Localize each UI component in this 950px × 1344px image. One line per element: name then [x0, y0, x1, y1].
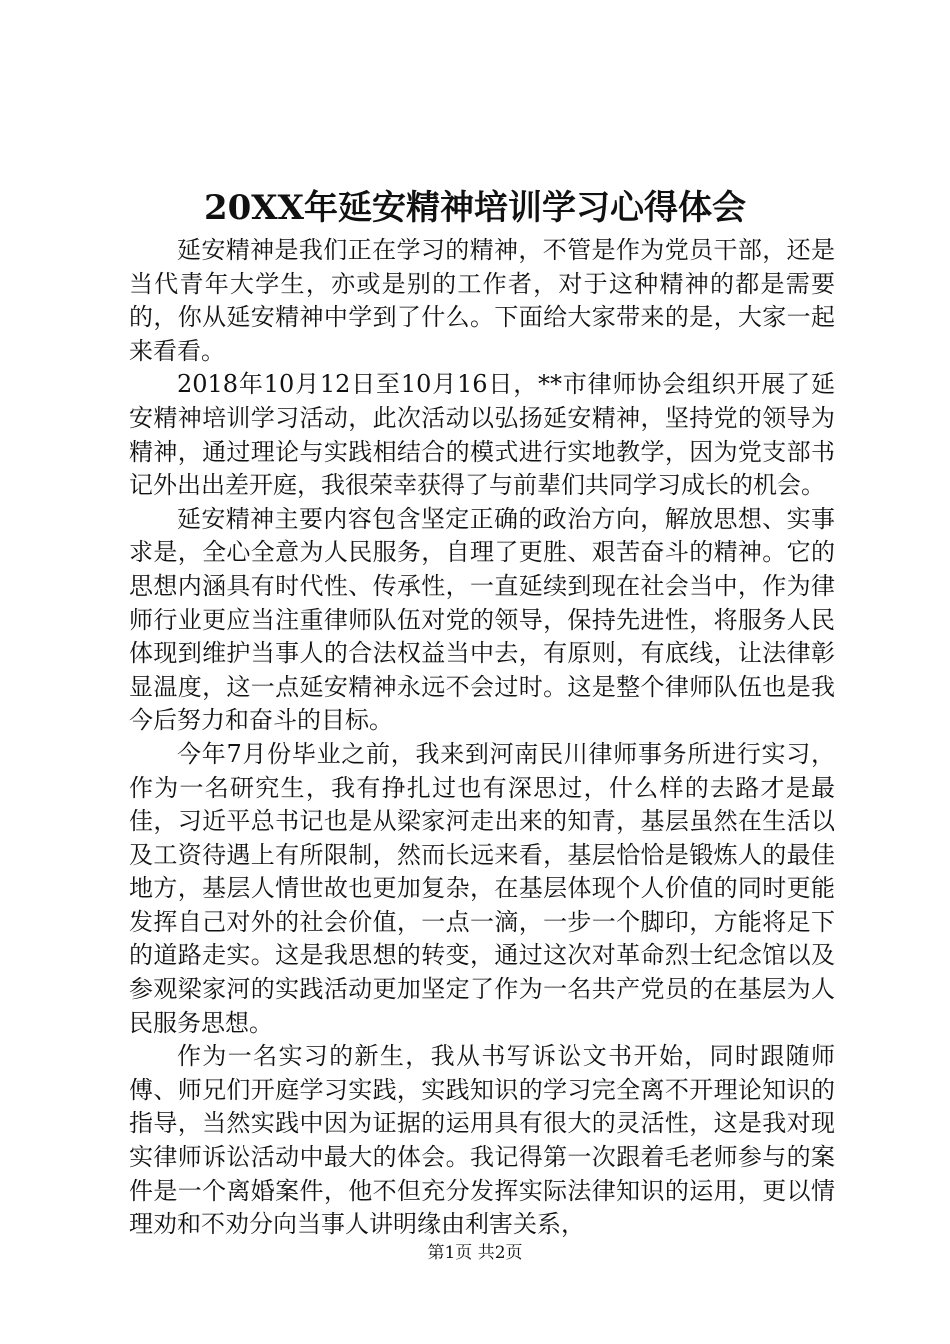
- paragraph: 今年7月份毕业之前，我来到河南民川律师事务所进行实习，作为一名研究生，我有挣扎过也有深思过，什么样的去路才是最佳，习近平总书记也是从梁家河走出来的知青，基层虽然在生活以及工资待遇上有所限制，然而长远来看，基层恰恰是锻炼人的最佳地方，基层人情世故也更加复杂，在基层体现个人价值的同时更能发挥自己对外的社会价值，一点一滴，一步一个脚印，方能将足下的道路走实。这是我思想的转变，通过这次对革命烈士纪念馆以及参观梁家河的实践活动更加坚定了作为一名共产党员的在基层为人民服务思想。: [129, 739, 835, 1037]
- document-body: [129, 234, 835, 1242]
- paragraph: 作为一名实习的新生，我从书写诉讼文书开始，同时跟随师傅、师兄们开庭学习实践，实践知识的学习完全离不开理论知识的指导，当然实践中因为证据的运用具有很大的灵活性，这是我对现实律师诉讼活动中最大的体会。我记得第一次跟着毛老师参与的案件是一个离婚案件，他不但充分发挥实际法律知识的运用，更以情理劝和不劝分向当事人讲明缘由利害关系，: [129, 1042, 835, 1239]
- paragraph: 2018年10月12日至10月16日，**市律师协会组织开展了延安精神培训学习活动，此次活动以弘扬延安精神，坚持党的领导为精神，通过理论与实践相结合的模式进行实地教学，因为党支部书记外出出差开庭，我很荣幸获得了与前辈们共同学习成长的机会。: [129, 370, 835, 500]
- page-number-footer: 第1页 共2页: [427, 1243, 523, 1263]
- paragraph: 延安精神是我们正在学习的精神，不管是作为党员干部，还是当代青年大学生，亦或是别的工作者，对于这种精神的都是需要的，你从延安精神中学到了什么。下面给大家带来的是，大家一起来看看。: [129, 236, 835, 365]
- document-title: 20XX年延安精神培训学习心得体会: [203, 188, 747, 228]
- paragraph: 延安精神主要内容包含坚定正确的政治方向，解放思想、实事求是，全心全意为人民服务，自理了更胜、艰苦奋斗的精神。它的思想内涵具有时代性、传承性，一直延续到现在社会当中，作为律师行业更应当注重律师队伍对党的领导，保持先进性，将服务人民体现到维护当事人的合法权益当中去，有原则，有底线，让法律彰显温度，这一点延安精神永远不会过时。这是整个律师队伍也是我今后努力和奋斗的目标。: [129, 504, 835, 735]
